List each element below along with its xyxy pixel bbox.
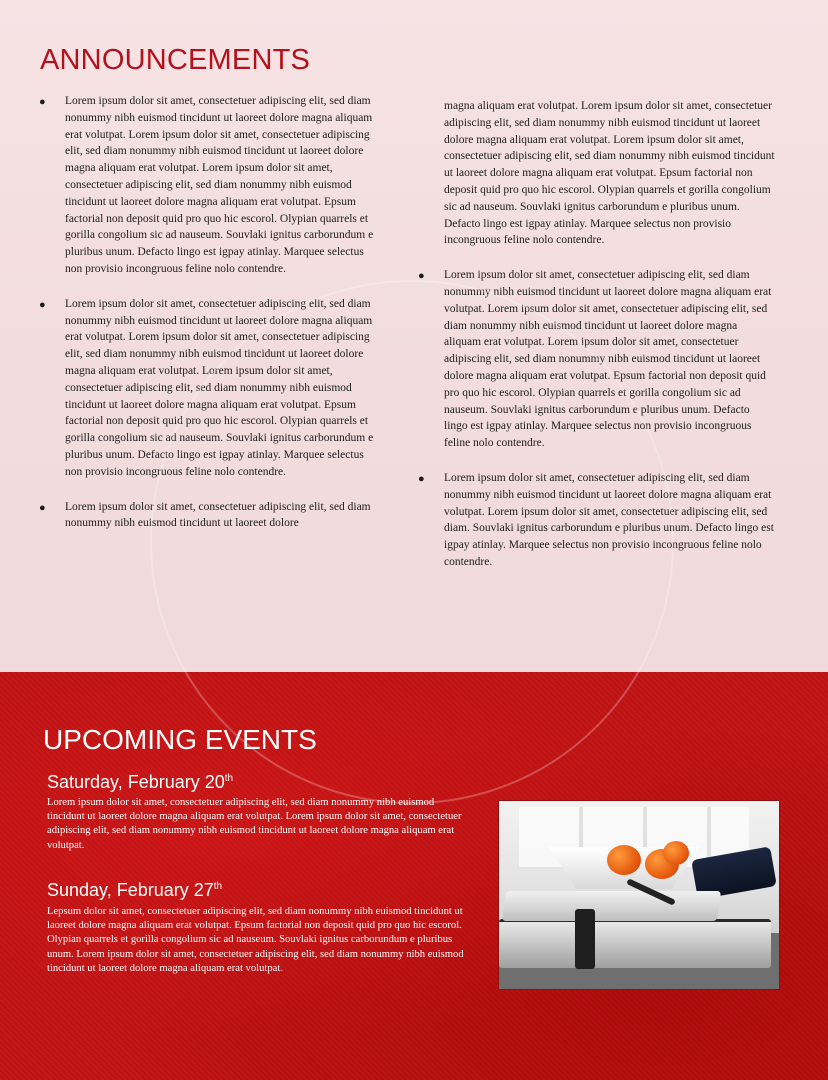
event-date xyxy=(47,772,233,793)
announcement-text: Lorem ipsum dolor sit amet, consectetuer adipiscing elit, sed diam nonummy nibh euismod tincidunt ut laoreet dolore xyxy=(65,500,371,530)
bullet-icon: ● xyxy=(39,96,46,108)
event-date-text: Saturday, February 20 xyxy=(47,772,225,792)
announcement-text: Lorem ipsum dolor sit amet, consectetuer adipiscing elit, sed diam nonummy nibh euismod tincidunt ut laoreet dolore magna aliquam erat volutpat. Lorem ipsum dolor sit amet, consectetuer adipiscing elit, sed diam nonummy nibh euismod tincidunt ut laoreet dolore magna aliquam erat volutpat. Lorem ipsum dolor sit amet, consectetuer adipiscing elit, sed diam nonummy nibh euismod tincidunt ut laoreet dolore magna aliquam erat volutpat. Epsum factorial non deposit quid pro quo hic escorol. Olypian quarrels et gorilla congolium sic ad nauseum. Souvlaki ignitus carborundum e pluribus unum. Defacto lingo est igpay atinlay. Marquee selectus non provisio incongruous feline nolo contendre. xyxy=(65,297,374,478)
photo-planner xyxy=(499,919,771,968)
events-heading: UPCOMING EVENTS xyxy=(43,724,317,755)
announcement-text: magna aliquam erat volutpat. Lorem ipsum dolor sit amet, consectetuer adipiscing elit, sed diam nonummy nibh euismod tincidunt ut laoreet dolore magna aliquam erat volutpat. Lorem ipsum dolor sit amet, consectetuer adipiscing elit, sed diam nonummy nibh euismod tincidunt ut laoreet dolore magna aliquam erat volutpat. Epsum factorial non deposit quid pro quo hic escorol. Olypian quarrels et gorilla congolium sic ad nauseum. Souvlaki ignitus carborundum e pluribus unum. Defacto lingo est igpay atinlay. Marquee selectus non provisio incongruous feline nolo contendre. xyxy=(444,100,775,247)
bullet-icon: ● xyxy=(39,501,46,514)
announcement-item xyxy=(418,470,776,571)
event-date-suffix: th xyxy=(224,773,234,784)
announcements-left-column xyxy=(39,93,379,532)
announcement-item xyxy=(418,267,776,452)
announcements-right-column xyxy=(418,98,776,571)
bullet-icon: ● xyxy=(39,298,46,311)
photo-planner-strap xyxy=(575,909,595,969)
announcement-item xyxy=(39,296,379,481)
photo-laptop xyxy=(502,891,721,921)
event-date xyxy=(47,880,222,901)
orange-icon xyxy=(607,845,641,875)
event-date-text: Sunday, February 27 xyxy=(47,880,214,900)
announcement-text: Lorem ipsum dolor sit amet, consectetuer adipiscing elit, sed diam nonummy nibh euismod tincidunt ut laoreet dolore magna aliquam erat volutpat. Lorem ipsum dolor sit amet, consectetuer adipiscing elit, sed diam. Souvlaki ignitus carborundum e pluribus unum. Defacto lingo est igpay atinlay. Marquee selectus non provisio incongruous feline nolo contendre. xyxy=(444,471,774,568)
orange-icon xyxy=(663,841,689,865)
event-date-suffix: th xyxy=(213,881,223,892)
announcement-item xyxy=(39,93,379,278)
announcement-text: Lorem ipsum dolor sit amet, consectetuer adipiscing elit, sed diam nonummy nibh euismod tincidunt ut laoreet dolore magna aliquam erat volutpat. Lorem ipsum dolor sit amet, consectetuer adipiscing elit, sed diam nonummy nibh euismod tincidunt ut laoreet dolore magna aliquam erat volutpat. Lorem ipsum dolor sit amet, consectetuer adipiscing elit, sed diam nonummy nibh euismod tincidunt ut laoreet dolore magna aliquam erat volutpat. Epsum factorial non deposit quid pro quo hic escorol. Olypian quarrels et gorilla congolium sic ad nauseum. Souvlaki ignitus carborundum e pluribus unum. Defacto lingo est igpay atinlay. Marquee selectus non provisio incongruous feline nolo contendre. xyxy=(444,269,772,450)
announcement-text: Lorem ipsum dolor sit amet, consectetuer adipiscing elit, sed diam nonummy nibh euismod tincidunt ut laoreet dolore magna aliquam erat volutpat. Lorem ipsum dolor sit amet, consectetuer adipiscing elit, sed diam nonummy nibh euismod tincidunt ut laoreet dolore magna aliquam erat volutpat. Lorem ipsum dolor sit amet, consectetuer adipiscing elit, sed diam nonummy nibh euismod tincidunt ut laoreet dolore magna aliquam erat volutpat. Epsum factorial non deposit quid pro quo hic escorol. Olypian quarrels et gorilla congolium sic ad nauseum. Souvlaki ignitus carborundum e pluribus unum. Defacto lingo est igpay atinlay. Marquee selectus non provisio incongruous feline nolo contendre. xyxy=(65,95,374,275)
bullet-icon: ● xyxy=(418,270,425,283)
announcement-item xyxy=(39,499,379,533)
event-photo xyxy=(498,800,780,990)
announcements-heading: ANNOUNCEMENTS xyxy=(40,44,311,76)
announcement-continuation xyxy=(444,98,776,249)
event-description: Lorem ipsum dolor sit amet, consectetuer adipiscing elit, sed diam nonummy nibh euismod tincidunt ut laoreet dolore magna aliquam erat volutpat. Lorem ipsum dolor sit amet, consectetuer adipiscing elit, sed diam nonummy nibh euismod tincidunt ut laoreet dolore magna aliquam erat volutpat. xyxy=(47,797,462,851)
bullet-icon: ● xyxy=(418,472,425,485)
event-description: Lepsum dolor sit amet, consectetuer adipiscing elit, sed diam nonummy nibh euismod tincidunt ut laoreet dolore magna aliquam erat volutpat. Epsum factorial non deposit quid pro quo hic escorol. Olypian quarrels et gorilla congolium sic ad nauseum. Souvlaki ignitus carborundum e pluribus unum. Lorem ipsum dolor sit amet, consectetuer adipiscing elit, sed diam nonummy nibh euismod tincidunt ut laoreet dolore magna aliquam erat volutpat. xyxy=(47,906,464,974)
